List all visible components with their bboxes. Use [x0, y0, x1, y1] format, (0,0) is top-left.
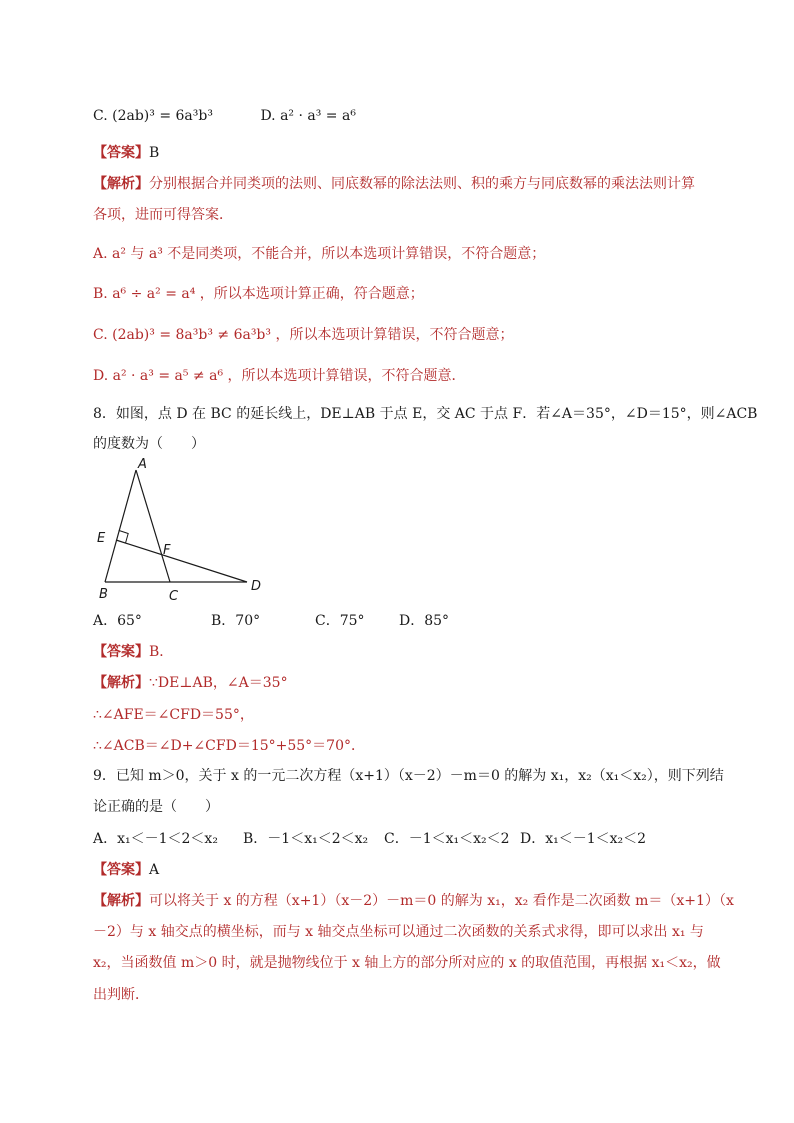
q8-stem-line2: 的度数为（ ） [93, 436, 205, 452]
q9-options [93, 829, 646, 849]
q8-answer [93, 642, 173, 662]
q9-analysis-line3: x₂，当函数值 m＞0 时，就是抛物线位于 x 轴上方的部分所对应的 x 的取值范围，再根据 x₁＜x₂，做 [93, 955, 721, 971]
q9-analysis-line1 [93, 891, 734, 911]
q7-analysis-c: C. (2ab)³ = 8a³b³ ≠ 6a³b³ ，所以本选项计算错误，不符合题意； [93, 327, 514, 343]
segment-ab [105, 470, 136, 582]
q8-stem-line1: 8．如图，点 D 在 BC 的延长线上，DE⊥AB 于点 E，交 AC 于点 F．若∠A＝35°，∠D＝15°，则∠ACB [93, 406, 758, 422]
q7-option-d: D. a² · a³ = a⁶ [260, 108, 356, 124]
q8-option-a: A．65° [93, 613, 142, 629]
q8-analysis-text1: ∵DE⊥AB，∠A＝35° [149, 675, 288, 691]
answer-tag: 【答案】 [93, 145, 149, 161]
triangle-figure [93, 456, 273, 606]
answer-tag: 【答案】 [93, 644, 149, 660]
label-d: D [251, 579, 262, 594]
q7-analysis-a: A. a² 与 a³ 不是同类项，不能合并，所以本选项计算错误，不符合题意； [93, 246, 546, 262]
q9-option-b: B．－1＜x₁＜2＜x₂ [243, 831, 369, 847]
q9-option-d: D．x₁＜－1＜x₂＜2 [520, 831, 647, 847]
q8-analysis-line3: ∴∠ACB＝∠D+∠CFD＝15°+55°＝70°． [93, 738, 365, 754]
label-b: B [99, 587, 108, 602]
q8-answer-value: B． [149, 644, 174, 660]
q7-analysis-line1 [93, 174, 695, 194]
q7-analysis-d: D. a² · a³ = a⁵ ≠ a⁶ ，所以本选项计算错误，不符合题意． [93, 368, 466, 384]
q9-option-a: A．x₁＜－1＜2＜x₂ [93, 831, 218, 847]
q8-analysis-line1 [93, 673, 288, 693]
q8-option-d: D．85° [399, 613, 450, 629]
q7-answer [93, 143, 159, 163]
q9-answer [93, 860, 159, 880]
q7-analysis-line2: 各项，进而可得答案． [93, 207, 233, 223]
q7-analysis-b: B. a⁶ ÷ a² = a⁴ ，所以本选项计算正确，符合题意； [93, 286, 424, 302]
label-c: C [169, 589, 179, 604]
q7-option-c: C. (2ab)³ = 6a³b³ [93, 108, 213, 124]
q8-analysis-line2: ∴∠AFE＝∠CFD＝55°， [93, 707, 254, 723]
q9-analysis-line2: －2）与 x 轴交点的横坐标，而与 x 轴交点坐标可以通过二次函数的关系式求得，即可以求出 x₁ 与 [93, 924, 704, 940]
q8-options [93, 611, 449, 631]
analysis-tag: 【解析】 [93, 675, 149, 691]
q7-answer-value: B [149, 145, 160, 161]
answer-tag: 【答案】 [93, 862, 149, 878]
q9-stem-line2: 论正确的是（ ） [93, 799, 219, 815]
q7-analysis-text1: 分别根据合并同类项的法则、同底数幂的除法法则、积的乘方与同底数幂的乘法法则计算 [149, 176, 695, 192]
label-f: F [163, 543, 171, 558]
label-a: A [138, 457, 147, 472]
analysis-tag: 【解析】 [93, 893, 149, 909]
q9-analysis-text1: 可以将关于 x 的方程（x+1）（x－2）－m＝0 的解为 x₁，x₂ 看作是二次函数 m＝（x+1）（x [149, 893, 734, 909]
q9-analysis-line4: 出判断． [93, 987, 149, 1003]
q7-options-cd [93, 106, 356, 126]
q8-option-b: B．70° [211, 613, 261, 629]
label-e: E [97, 531, 106, 546]
q8-option-c: C．75° [315, 613, 365, 629]
q9-stem-line1: 9．已知 m＞0，关于 x 的一元二次方程（x+1）（x－2）－m＝0 的解为 x₁，x₂（x₁＜x₂），则下列结 [93, 768, 724, 784]
q9-answer-value: A [149, 862, 160, 878]
q9-option-c: C．－1＜x₁＜x₂＜2 [384, 831, 510, 847]
segment-ac [136, 470, 170, 582]
analysis-tag: 【解析】 [93, 176, 149, 192]
segment-ed [116, 540, 247, 582]
